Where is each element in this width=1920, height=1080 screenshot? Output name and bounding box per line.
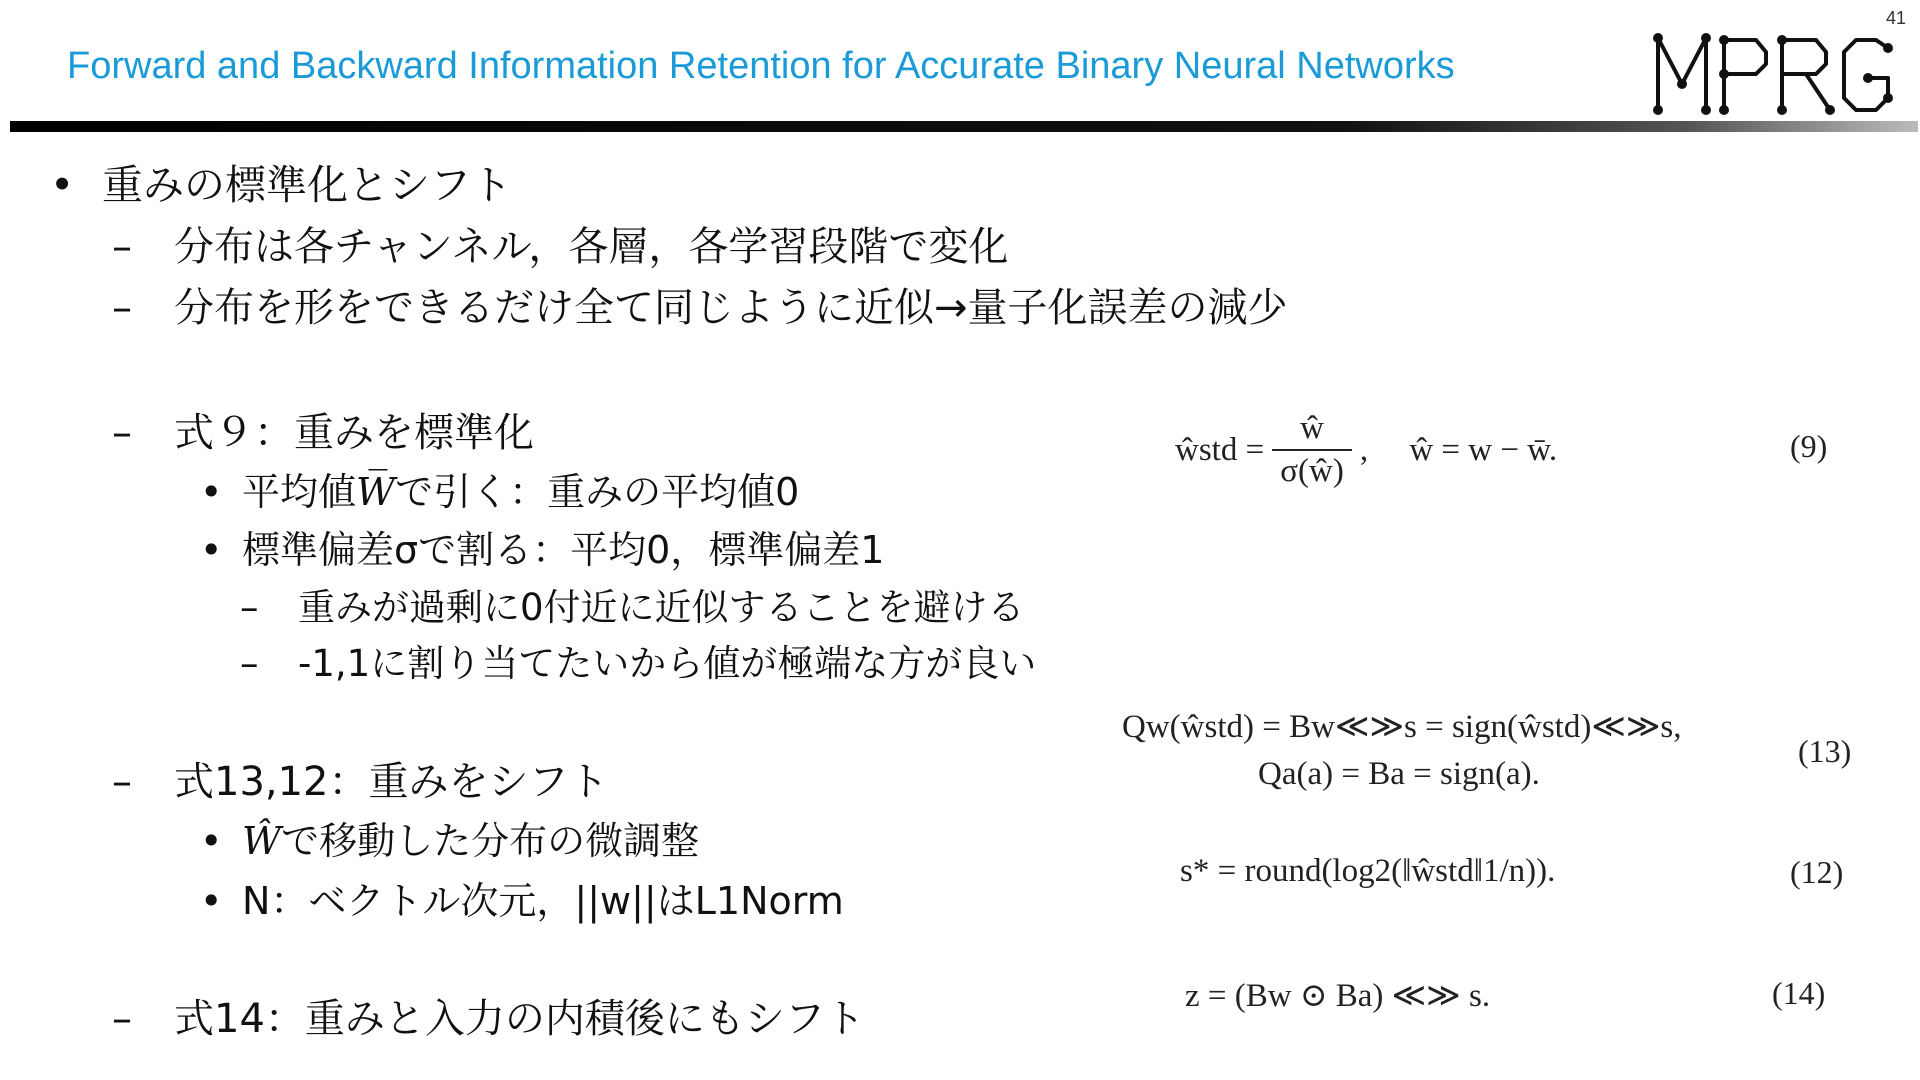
bullet-distribution-change: – 分布は各チャンネル，各層，各学習段階で変化 bbox=[112, 224, 1009, 270]
bullet-eq13-heading: – 式13,12：重みをシフト bbox=[112, 759, 609, 805]
fraction-bar bbox=[1272, 449, 1352, 451]
equation-13-line1: Qw(ŵstd) = Bw≪≫s = sign(ŵstd)≪≫s, bbox=[1122, 709, 1682, 745]
page-number: 41 bbox=[1885, 8, 1906, 28]
equation-13-number: (13) bbox=[1798, 733, 1852, 769]
equation-12-number: (12) bbox=[1790, 854, 1844, 890]
equation-9-numerator: ŵ bbox=[1300, 410, 1324, 446]
bullet-main: • 重みの標準化とシフト bbox=[50, 161, 512, 209]
bullet-distribution-approx: – 分布を形をできるだけ全て同じように近似→量子化誤差の減少 bbox=[112, 285, 1288, 331]
equation-9-denominator: σ(ŵ) bbox=[1280, 453, 1344, 489]
bullet-eq9-heading: – 式９：重みを標準化 bbox=[112, 410, 534, 456]
header-rule bbox=[10, 121, 1918, 132]
bullet-eq9-mean: • 平均値W̅で引く：重みの平均値0 bbox=[200, 470, 800, 514]
bullet-eq13-finetune: • Ŵで移動した分布の微調整 bbox=[200, 819, 700, 863]
mprg-logo-icon bbox=[1650, 28, 1900, 116]
bullet-eq13-dimension: • N：ベクトル次元，||w||はL1Norm bbox=[200, 879, 844, 923]
equation-14: z = (Bw ⊙ Ba) ≪≫ s. bbox=[1185, 978, 1491, 1014]
equation-9: ŵstd = ŵ σ(ŵ) , ŵ = w − w̄. bbox=[1175, 410, 1558, 489]
bullet-eq9-std: • 標準偏差σで割る：平均0，標準偏差1 bbox=[200, 528, 885, 572]
slide-title: Forward and Backward Information Retention for Accurate Binary Neural Networks bbox=[67, 45, 1455, 87]
equation-13-line2: Qa(a) = Ba = sign(a). bbox=[1258, 756, 1540, 792]
equation-9-number: (9) bbox=[1790, 428, 1828, 464]
equation-12: s* = round(log2(‖ŵstd‖1/n)). bbox=[1180, 853, 1556, 889]
bullet-eq14-heading: – 式14：重みと入力の内積後にもシフト bbox=[112, 996, 865, 1042]
bullet-eq9-extreme: – -1,1に割り当てたいから値が極端な方が良い bbox=[240, 642, 1037, 685]
equation-14-number: (14) bbox=[1772, 975, 1826, 1011]
bullet-eq9-avoid-zero: – 重みが過剰に0付近に近似することを避ける bbox=[240, 586, 1025, 629]
